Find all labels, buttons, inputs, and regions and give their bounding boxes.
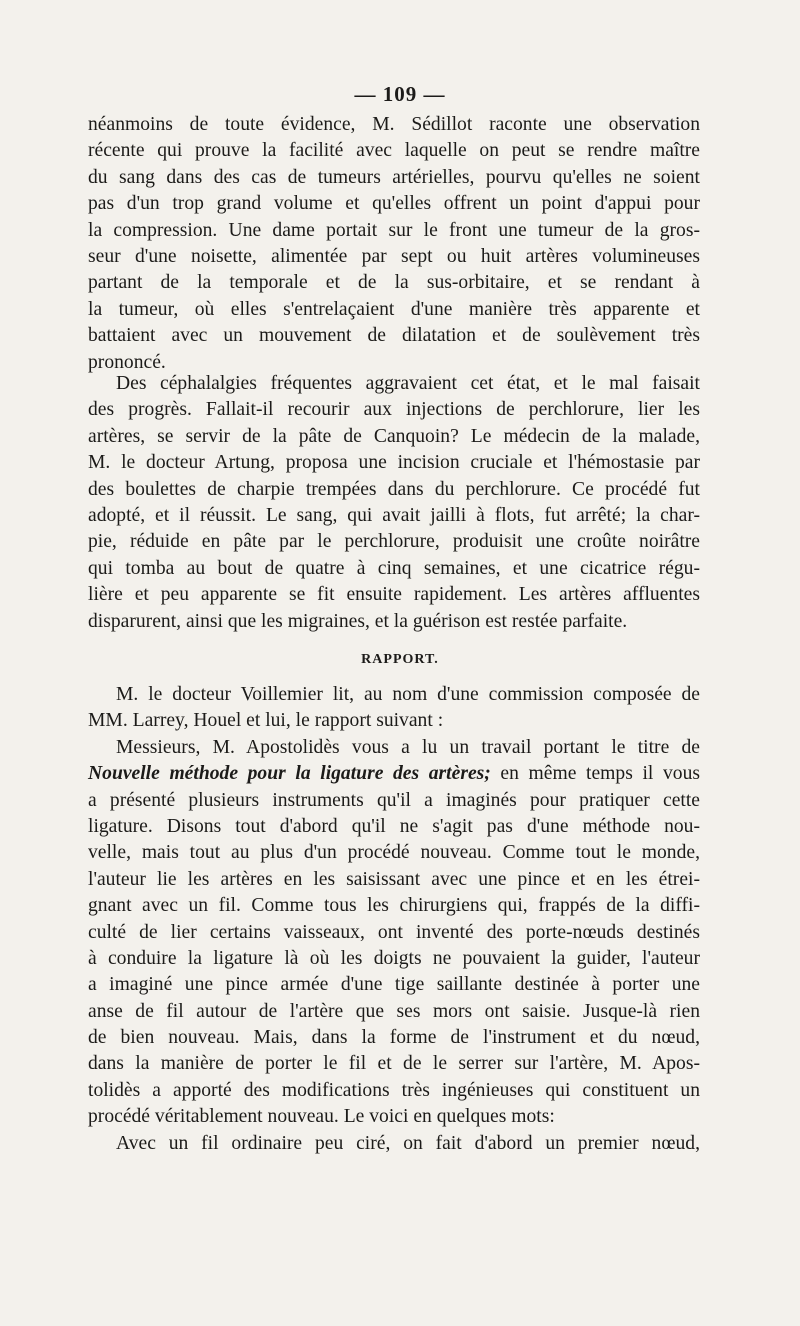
text-line: MM. Larrey, Houel et lui, le rapport suivant : xyxy=(88,710,444,732)
text-line: seur d'une noisette, alimentée par sept ou huit artères volumineuses xyxy=(88,245,700,267)
paragraph-1 xyxy=(88,112,700,376)
text-line: Avec un fil ordinaire peu ciré, on fait d'abord un premier nœud, xyxy=(116,1132,700,1154)
text-line: lière et peu apparente se fit ensuite rapidement. Les artères affluentes xyxy=(88,584,700,606)
text-line: des progrès. Fallait-il recourir aux injections de perchlorure, lier les xyxy=(88,399,700,421)
text-line: néanmoins de toute évidence, M. Sédillot raconte une observation xyxy=(88,114,700,135)
text-line: la compression. Une dame portait sur le front une tumeur de la gros- xyxy=(88,219,700,241)
text-line: a imaginé une pince armée d'une tige saillante destinée à porter une xyxy=(88,974,700,996)
text-line: à conduire la ligature là où les doigts ne pouvaient la guider, l'auteur xyxy=(88,947,700,969)
text-line: de bien nouveau. Mais, dans la forme de l'instrument et du nœud, xyxy=(88,1027,700,1049)
text-line: culté de lier certains vaisseaux, ont inventé des porte-nœuds destinés xyxy=(88,921,700,943)
italic-title: Nouvelle méthode pour la ligature des artères; xyxy=(88,763,491,785)
page-number-header: — 109 — xyxy=(354,82,446,106)
text-line: la tumeur, où elles s'entrelaçaient d'une manière très apparente et xyxy=(88,298,700,320)
text-line: dans la manière de porter le fil et de le serrer sur l'artère, M. Apos- xyxy=(88,1053,700,1075)
section-heading: RAPPORT. xyxy=(361,652,439,667)
text-line: procédé véritablement nouveau. Le voici en quelques mots: xyxy=(88,1106,555,1128)
text-line: pas d'un trop grand volume et qu'elles offrent un point d'appui pour xyxy=(88,193,700,215)
text-line: partant de la temporale et de la sus-orbitaire, et se rendant à xyxy=(88,272,700,294)
text-line: M. le docteur Artung, proposa une incision cruciale et l'hémostasie par xyxy=(88,452,700,474)
text-line: Des céphalalgies fréquentes aggravaient cet état, et le mal faisait xyxy=(116,373,700,394)
text-line: battaient avec un mouvement de dilatation et de soulèvement très xyxy=(88,325,700,347)
text-line: qui tomba au bout de quatre à cinq semaines, et une cicatrice régu- xyxy=(88,557,700,579)
text-line: gnant avec un fil. Comme tous les chirurgiens qui, frappés de la diffi- xyxy=(88,895,700,917)
text-line: récente qui prouve la facilité avec laquelle on peut se rendre maître xyxy=(88,140,700,162)
text-line xyxy=(88,761,700,787)
text-fragment: en même temps il vous xyxy=(490,763,700,785)
text-line: artères, se servir de la pâte de Canquoin? Le médecin de la malade, xyxy=(88,425,700,447)
text-line: Messieurs, M. Apostolidès vous a lu un travail portant le titre de xyxy=(116,736,700,758)
report-text xyxy=(88,682,700,1157)
paragraph-2 xyxy=(88,371,700,635)
text-line: disparurent, ainsi que les migraines, et la guérison est restée parfaite. xyxy=(88,610,628,632)
text-line: prononcé. xyxy=(88,351,166,373)
text-line: tolidès a apporté des modifications très ingénieuses qui constituent un xyxy=(88,1079,700,1101)
text-line: velle, mais tout au plus d'un procédé nouveau. Comme tout le monde, xyxy=(88,842,700,864)
text-line: anse de fil autour de l'artère que ses mors ont saisie. Jusque-là rien xyxy=(88,1000,700,1022)
text-line: l'auteur lie les artères en les saisissant avec une pince et en les étrei- xyxy=(88,868,700,890)
text-line: du sang dans des cas de tumeurs artérielles, pourvu qu'elles ne soient xyxy=(88,166,700,188)
text-line: M. le docteur Voillemier lit, au nom d'une commission composée de xyxy=(116,684,700,705)
text-line: pie, réduide en pâte par le perchlorure, produisit une croûte noirâtre xyxy=(88,531,700,553)
text-line: des boulettes de charpie trempées dans du perchlorure. Ce procédé fut xyxy=(88,478,700,500)
text-line: ligature. Disons tout d'abord qu'il ne s'agit pas d'une méthode nou- xyxy=(88,815,700,837)
text-line: adopté, et il réussit. Le sang, qui avait jailli à flots, fut arrêté; la char- xyxy=(88,504,700,526)
text-line: a présenté plusieurs instruments qu'il a imaginés pour pratiquer cette xyxy=(88,789,700,811)
